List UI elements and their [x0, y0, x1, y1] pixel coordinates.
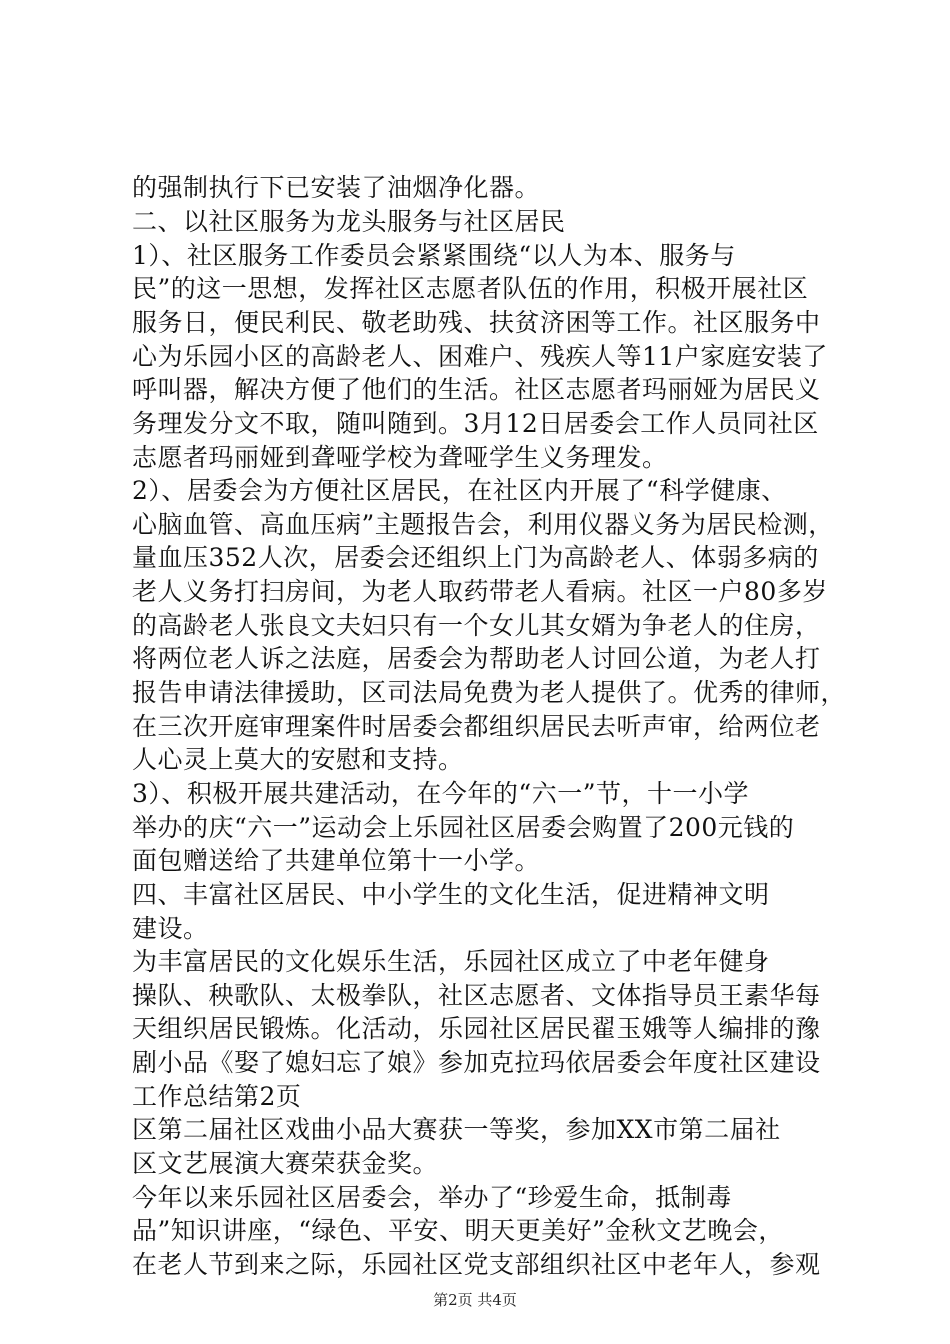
text-line: 服务日，便民利民、敬老助残、扶贫济困等工作。社区服务中 [132, 308, 821, 337]
text-line: 民”的这一思想，发挥社区志愿者队伍的作用，积极开展社区 [132, 274, 809, 303]
text-line: 的高龄老人张良文夫妇只有一个女儿其女婿为争老人的住房， [132, 611, 821, 640]
text-line: 量血压352人次，居委会还组织上门为高龄老人、体弱多病的 [132, 543, 819, 572]
text-line: 1）、社区服务工作委员会紧紧围绕“以人为本、服务与 [132, 241, 736, 270]
text-line: 区文艺展演大赛荣获金奖。 [132, 1149, 439, 1178]
text-line: 呼叫器，解决方便了他们的生活。社区志愿者玛丽娅为居民义 [132, 375, 821, 404]
text-line: 天组织居民锻炼。化活动，乐园社区居民翟玉娥等人编排的豫 [132, 1014, 821, 1043]
text-line: 报告申请法律援助，区司法局免费为老人提供了。优秀的律师， [132, 678, 847, 707]
text-line: 为丰富居民的文化娱乐生活，乐园社区成立了中老年健身 [132, 947, 770, 976]
text-line: 面包赠送给了共建单位第十一小学。 [132, 846, 541, 875]
text-line: 剧小品《娶了媳妇忘了娘》参加克拉玛依居委会年度社区建设 [132, 1048, 821, 1077]
text-line: 务理发分文不取，随叫随到。3月12日居委会工作人员同社区 [132, 409, 819, 438]
page-footer: 第2页 共4页 [433, 1291, 517, 1309]
text-line: 心为乐园小区的高龄老人、困难户、残疾人等11户家庭安装了 [132, 342, 828, 371]
section-heading: 建设。 [132, 914, 209, 943]
text-line: 心脑血管、高血压病”主题报告会，利用仪器义务为居民检测， [132, 510, 834, 539]
text-line: 将两位老人诉之法庭，居委会为帮助老人讨回公道，为老人打 [132, 644, 821, 673]
text-line: 在三次开庭审理案件时居委会都组织居民去听声审，给两位老 [132, 712, 821, 741]
text-line: 今年以来乐园社区居委会，举办了“珍爱生命，抵制毒 [132, 1183, 732, 1212]
text-line: 人心灵上莫大的安慰和支持。 [132, 745, 464, 774]
text-line: 在老人节到来之际，乐园社区党支部组织社区中老年人，参观 [132, 1250, 821, 1279]
text-line: 2）、居委会为方便社区居民，在社区内开展了“科学健康、 [132, 476, 787, 505]
text-line: 操队、秧歌队、太极拳队，社区志愿者、文体指导员王素华每 [132, 981, 821, 1010]
text-line: 老人义务打扫房间，为老人取药带老人看病。社区一户80多岁 [132, 577, 828, 606]
text-line: 品”知识讲座，“绿色、平安、明天更美好”金秋文艺晚会， [132, 1216, 784, 1245]
text-line: 的强制执行下已安装了油烟净化器。 [132, 173, 541, 202]
section-heading: 四、丰富社区居民、中小学生的文化生活，促进精神文明 [132, 880, 770, 909]
text-line: 3）、积极开展共建活动，在今年的“六一”节，十一小学 [132, 779, 749, 808]
text-line: 工作总结第2页 [132, 1082, 302, 1111]
text-line: 志愿者玛丽娅到聋哑学校为聋哑学生义务理发。 [132, 443, 668, 472]
text-line: 区第二届社区戏曲小品大赛获一等奖，参加XX市第二届社 [132, 1115, 781, 1144]
text-line: 举办的庆“六一”运动会上乐园社区居委会购置了200元钱的 [132, 813, 795, 842]
section-heading: 二、以社区服务为龙头服务与社区居民 [132, 207, 566, 236]
